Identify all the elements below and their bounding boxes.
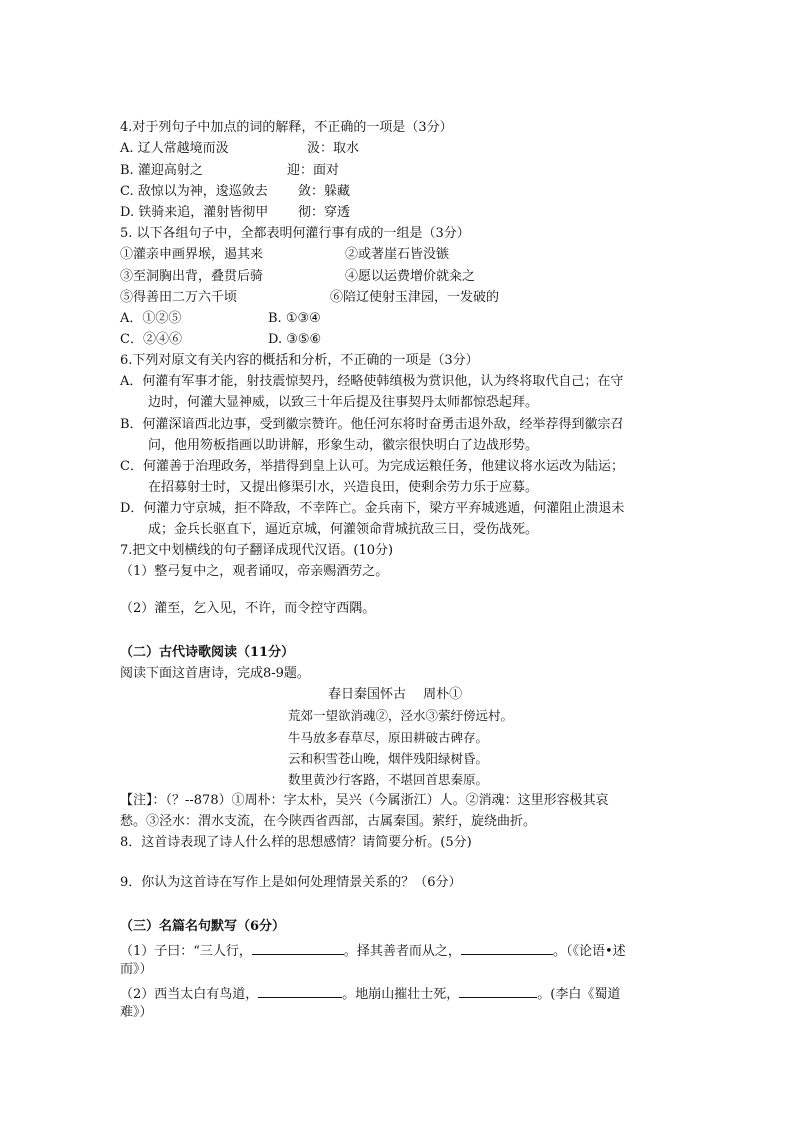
q4-option-a <box>120 140 360 158</box>
answer-blank-1[interactable] <box>252 940 344 955</box>
q7-sentence-2: （2）灌至，乞入见，不许，而令控守西隅。 <box>120 601 376 616</box>
q6-option-d-line1: D．何灌力守京城，拒不降敌，不幸阵亡。金兵南下，梁方平弃城逃遁，何灌阻止溃退未 <box>120 501 625 516</box>
recitation-2-part-a: （2）西当太白有鸟道， <box>120 987 259 1002</box>
recitation-line-2 <box>120 983 620 1004</box>
q4-option-b-text: B. 灌迎高射之 <box>120 163 203 178</box>
recitation-line-1 <box>120 940 626 961</box>
q6-option-b-line2: 问，他用笏板指画以助讲解，形象生动，徽宗很快明白了边战形势。 <box>148 438 539 453</box>
q6-option-b-line1: B．何灌深谙西北边事，受到徽宗赞许。他任河东将时奋勇击退外敌，经举荐得到徽宗召 <box>120 417 624 432</box>
poem-line-1: 荒郊一望欲消魂②，泾水③萦纡傍远村。 <box>288 708 514 723</box>
poem-line-2: 牛马放多春草尽，原田耕破古碑存。 <box>288 730 489 745</box>
section-3-title: （三）名篇名句默写（6分） <box>120 919 286 934</box>
section-2-intro: 阅读下面这首唐诗，完成8-9题。 <box>120 666 310 681</box>
recitation-1-part-b: 。择其善者而从之， <box>343 944 461 959</box>
q5-item-4: ④愿以运费增价就籴之 <box>345 269 476 284</box>
q4-option-d-gloss: 彻：穿透 <box>298 205 351 220</box>
recitation-2-part-c: 。(李白《蜀道 <box>537 987 621 1002</box>
q6-option-c-line2: 在招募射士时，又提出修渠引水，兴造良田，使剩余劳力乐于应募。 <box>148 480 539 495</box>
poem-line-4: 数里黄沙行客路，不堪回首思秦原。 <box>288 772 489 787</box>
recitation-line-2-cont: 难》） <box>120 1005 153 1020</box>
q4-option-c-text: C. 敌惊以为神，逡巡敛去 <box>120 184 268 199</box>
question-8: 8．这首诗表现了诗人什么样的思想感情？请简要分析。(5分) <box>120 835 472 850</box>
q5-item-3: ③至洞胸出背，叠贯后骑 <box>120 269 264 284</box>
q5-choice-d: D. ③⑤⑥ <box>268 332 322 347</box>
q5-items-row-2 <box>120 268 476 286</box>
question-9: 9．你认为这首诗在写作上是如何处理情景关系的？（6分） <box>120 875 462 890</box>
poem-line-3: 云和积雪苍山晚，烟伴残阳绿树昏。 <box>288 751 489 766</box>
q5-item-2: ②或著崖石皆没镞 <box>345 247 450 262</box>
answer-blank-3[interactable] <box>258 983 342 998</box>
recitation-1-part-c: 。（《论语•述 <box>552 944 626 959</box>
q6-option-d-line2: 成；金兵长驱直下，逼近京城，何灌领命背城抗敌三日，受伤战死。 <box>148 522 539 537</box>
q4-option-d <box>120 204 351 222</box>
answer-blank-2[interactable] <box>461 940 553 955</box>
poem-note-line-1: 【注】：（？--878）①周朴：字太朴，吴兴（今属浙江）人。②消魂：这里形容极其哀 <box>120 793 609 808</box>
q4-option-c-gloss: 敛：躲藏 <box>298 184 351 199</box>
q5-choice-c: C．②④⑥ <box>120 332 182 347</box>
q5-choice-a: A．①②⑤ <box>120 311 182 326</box>
q5-items-row-3 <box>120 289 500 307</box>
q4-option-c <box>120 183 351 201</box>
q4-option-d-text: D. 铁骑来追，灌射皆彻甲 <box>120 205 269 220</box>
recitation-line-1-cont: 而》） <box>120 962 153 977</box>
q5-items-row-1 <box>120 246 450 264</box>
answer-blank-4[interactable] <box>459 983 537 998</box>
q5-choices-row-2 <box>120 331 322 349</box>
q6-stem: 6.下列对原文有关内容的概括和分析，不正确的一项是（3分） <box>120 353 479 368</box>
q6-option-c-line1: C．何灌善于治理政务，举措得到皇上认可。为完成运粮任务，他建议将水运改为陆运； <box>120 459 624 474</box>
q4-stem: 4.对于列句子中加点的词的解释，不正确的一项是（3分） <box>120 120 453 135</box>
q5-item-6: ⑥陪辽使射玉津园，一发破的 <box>330 290 500 305</box>
q6-option-a-line2: 边时，何灌大显神威，以致三十年后提及往事契丹太师都惊恐起拜。 <box>148 395 539 410</box>
section-2-title: （二）古代诗歌阅读（11分） <box>120 645 295 660</box>
q4-option-b <box>120 162 340 180</box>
q4-option-a-text: A. 辽人常越境而汲 <box>120 141 229 156</box>
recitation-2-part-b: 。地崩山摧壮士死， <box>342 987 460 1002</box>
recitation-1-part-a: （1）子曰：“三人行， <box>120 944 252 959</box>
q7-stem: 7.把文中划横线的句子翻译成现代汉语。(10分) <box>120 543 394 558</box>
q5-choices-row-1 <box>120 310 321 328</box>
q5-choice-b: B. ①③④ <box>268 311 321 326</box>
q4-option-b-gloss: 迎：面对 <box>287 163 340 178</box>
q7-sentence-1: （1）整弓复中之，观者诵叹，帝亲赐酒劳之。 <box>120 564 389 579</box>
poem-title: 春日秦国怀古 周朴① <box>328 687 463 702</box>
q5-stem: 5. 以下各组句子中，全都表明何灌行事有成的一组是（3分） <box>120 226 470 241</box>
q5-item-1: ①灌亲申画界堠，遏其来 <box>120 247 264 262</box>
q6-option-a-line1: A．何灌有军事才能，射技震惊契丹，经略使韩缜极为赏识他，认为终将取代自己；在守 <box>120 374 624 389</box>
poem-note-line-2: 愁。③泾水：渭水支流，在今陕西省西部，古属秦国。萦纡，旋绕曲折。 <box>120 814 537 829</box>
q4-option-a-gloss: 汲：取水 <box>307 141 360 156</box>
q5-item-5: ⑤得善田二万六千顷 <box>120 290 238 305</box>
